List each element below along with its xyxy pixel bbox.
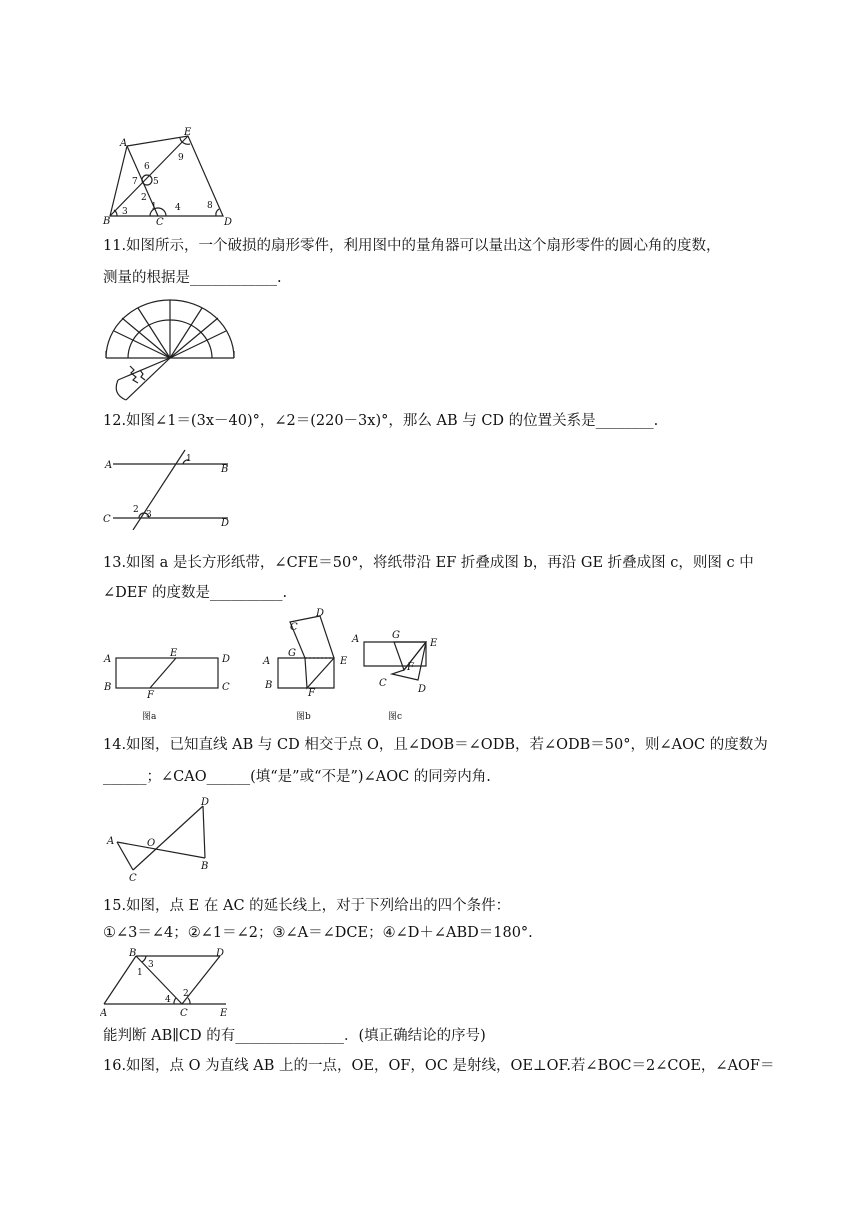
svg-text:图b: 图b [296,712,311,722]
svg-text:E: E [220,1008,228,1018]
svg-text:O: O [147,838,156,849]
svg-text:A: A [120,138,128,149]
svg-text:C: C [290,622,298,633]
problem-13-line-1: 13.如图 a 是长方形纸带，∠CFE＝50°，将纸带沿 EF 折叠成图 b，再沿 GE 折叠成图 c，则图 c 中 [103,555,754,571]
svg-text:D: D [221,518,230,529]
problem-14-line-1: 14.如图，已知直线 AB 与 CD 相交于点 O，且∠DOB＝∠ODB，若∠ODB＝50°，则∠AOC 的度数为 [103,737,768,753]
svg-text:B: B [129,948,137,959]
svg-text:A: A [100,1008,108,1018]
svg-text:D: D [216,948,225,959]
svg-text:9: 9 [178,153,184,163]
svg-text:B: B [201,861,209,872]
problem-15-line-1: 15.如图，点 E 在 AC 的延长线上，对于下列给出的四个条件： [103,898,511,914]
svg-text:B: B [103,216,111,226]
svg-text:1: 1 [137,968,143,978]
svg-text:5: 5 [153,177,159,187]
svg-text:E: E [184,127,192,138]
svg-text:A: A [104,654,112,665]
svg-text:B: B [265,680,273,691]
svg-text:4: 4 [175,203,181,213]
figure-parallelogram-extension [100,946,240,1018]
figure-paper-folding [100,606,460,724]
svg-text:1: 1 [186,454,192,464]
svg-text:F: F [407,662,414,673]
svg-text:G: G [288,648,296,659]
svg-text:2: 2 [141,193,147,203]
svg-text:C: C [180,1008,188,1018]
svg-text:A: A [105,460,113,471]
svg-text:G: G [392,630,400,641]
svg-text:D: D [222,654,231,665]
figure-intersecting-lines [103,788,223,888]
svg-text:图c: 图c [388,712,403,722]
problem-14-line-2: ______；∠CAO______(填“是”或“不是”)∠AOC 的同旁内角. [103,769,491,785]
svg-text:C: C [156,217,164,226]
svg-text:1: 1 [151,202,157,212]
svg-text:D: D [418,684,427,695]
svg-text:E: E [430,638,438,649]
svg-text:2: 2 [183,989,189,999]
problem-12-line-1: 12.如图∠1＝(3x－40)°，∠2＝(220－3x)°，那么 AB 与 CD 的位置关系是________. [103,413,659,429]
problem-11-line-1: 11.如图所示，一个破损的扇形零件，利用图中的量角器可以量出这个扇形零件的圆心角的度数， [103,238,721,254]
figure-parallel-lines [103,448,238,530]
problem-11-line-2: 测量的根据是____________. [103,270,282,286]
svg-text:A: A [107,836,115,847]
figure-quadrilateral-angles [100,126,235,226]
svg-text:3: 3 [146,510,152,520]
svg-text:3: 3 [148,960,154,970]
svg-text:8: 8 [207,201,213,211]
svg-text:6: 6 [144,162,150,172]
svg-text:4: 4 [165,995,171,1005]
problem-13-line-2: ∠DEF 的度数是__________. [103,585,288,601]
svg-text:D: D [316,608,325,619]
svg-text:2: 2 [133,505,139,515]
svg-text:A: A [352,634,360,645]
svg-text:D: D [201,797,210,808]
problem-15-line-2: ①∠3＝∠4；②∠1＝∠2；③∠A＝∠DCE；④∠D＋∠ABD＝180°. [103,925,533,941]
svg-text:E: E [170,648,178,659]
svg-text:E: E [340,656,348,667]
svg-text:图a: 图a [142,712,157,722]
svg-text:B: B [221,464,229,475]
svg-text:F: F [308,688,315,699]
svg-text:C: C [222,682,230,693]
svg-text:7: 7 [132,177,138,187]
svg-text:D: D [224,217,233,226]
svg-text:C: C [379,678,387,689]
svg-text:A: A [263,656,271,667]
problem-16-line-1: 16.如图，点 O 为直线 AB 上的一点，OE，OF，OC 是射线，OE⊥OF.若∠BOC＝2∠COE，∠AOF＝ [103,1058,775,1074]
svg-text:B: B [104,682,112,693]
problem-15-line-3: 能判断 AB∥CD 的有_______________．(填正确结论的序号) [103,1028,486,1044]
svg-text:F: F [147,690,154,701]
svg-text:C: C [103,514,111,525]
svg-text:C: C [129,873,137,884]
figure-protractor-sector [100,296,240,404]
svg-text:3: 3 [122,207,128,217]
